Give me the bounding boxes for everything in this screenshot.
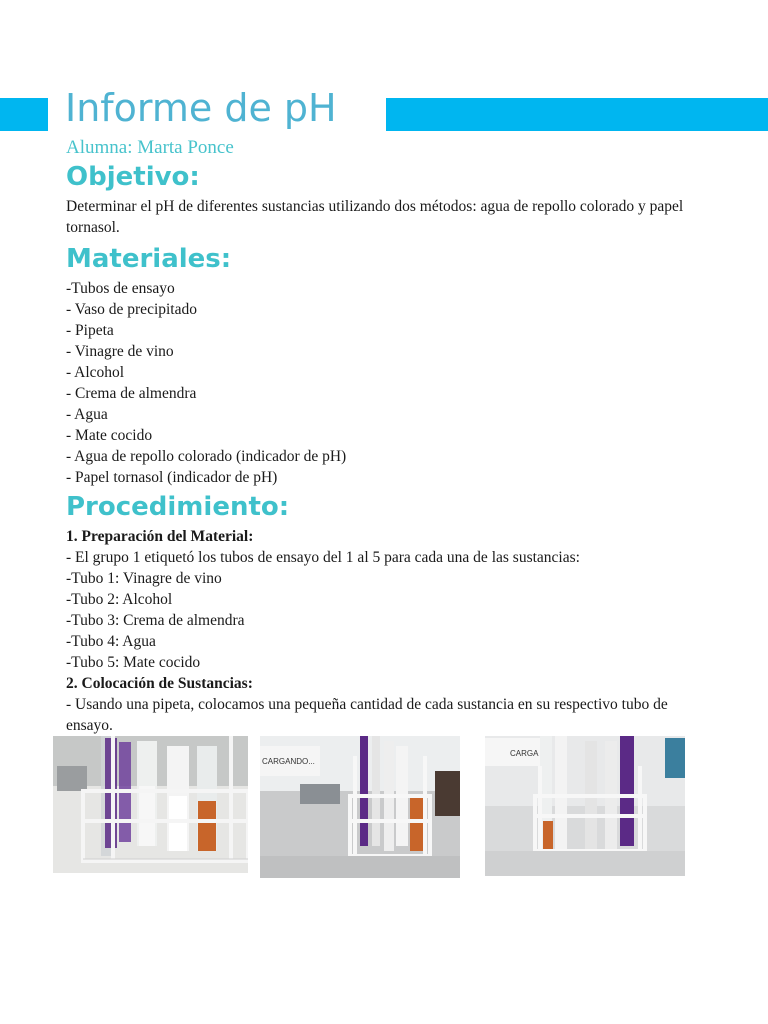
list-item: - Vaso de precipitado xyxy=(66,301,197,318)
materials-heading: Materiales: xyxy=(66,244,232,274)
step-1-intro: - El grupo 1 etiquetó los tubos de ensayo del 1 al 5 para cada una de las sustancias: xyxy=(66,549,580,566)
list-item: -Tubo 1: Vinagre de vino xyxy=(66,570,222,587)
list-item: - Vinagre de vino xyxy=(66,343,174,360)
list-item: - Agua de repollo colorado (indicador de pH) xyxy=(66,448,347,465)
accent-band-right xyxy=(386,98,768,131)
photo-image xyxy=(53,736,248,873)
sign-text: CARGA xyxy=(510,749,539,758)
step-2-title: 2. Colocación de Sustancias: xyxy=(66,675,253,692)
list-item: - Crema de almendra xyxy=(66,385,197,402)
photo-image xyxy=(485,736,685,876)
objective-heading: Objetivo: xyxy=(66,162,200,192)
procedure-heading: Procedimiento: xyxy=(66,492,290,522)
photo-strip xyxy=(0,728,768,888)
accent-band-left xyxy=(0,98,48,131)
test-tube-rack-photo-2 xyxy=(260,736,460,878)
list-item: - Papel tornasol (indicador de pH) xyxy=(66,469,278,486)
photo-image xyxy=(260,736,460,878)
sign-text: CARGANDO... xyxy=(262,757,315,766)
list-item: - Agua xyxy=(66,406,108,423)
step-1-title: 1. Preparación del Material: xyxy=(66,528,254,545)
list-item: -Tubo 2: Alcohol xyxy=(66,591,173,608)
tube-list xyxy=(66,568,706,673)
list-item: -Tubos de ensayo xyxy=(66,280,175,297)
list-item: -Tubo 4: Agua xyxy=(66,633,156,650)
list-item: - Pipeta xyxy=(66,322,114,339)
list-item: - Mate cocido xyxy=(66,427,153,444)
document-body xyxy=(66,136,706,736)
test-tube-rack-photo-3 xyxy=(485,736,685,876)
list-item: -Tubo 3: Crema de almendra xyxy=(66,612,245,629)
test-tube-rack-photo-1 xyxy=(53,736,248,873)
list-item: -Tubo 5: Mate cocido xyxy=(66,654,201,671)
student-name: Alumna: Marta Ponce xyxy=(66,137,234,158)
materials-list xyxy=(66,278,706,488)
step-2-text: - Usando una pipeta, colocamos una pequeña cantidad de cada sustancia en su respectivo tubo de ensayo. xyxy=(66,696,668,734)
page-title: Informe de pH xyxy=(65,86,337,130)
list-item: - Alcohol xyxy=(66,364,125,381)
objective-text: Determinar el pH de diferentes sustancias utilizando dos métodos: agua de repollo colorado y papel tornasol. xyxy=(66,198,684,236)
